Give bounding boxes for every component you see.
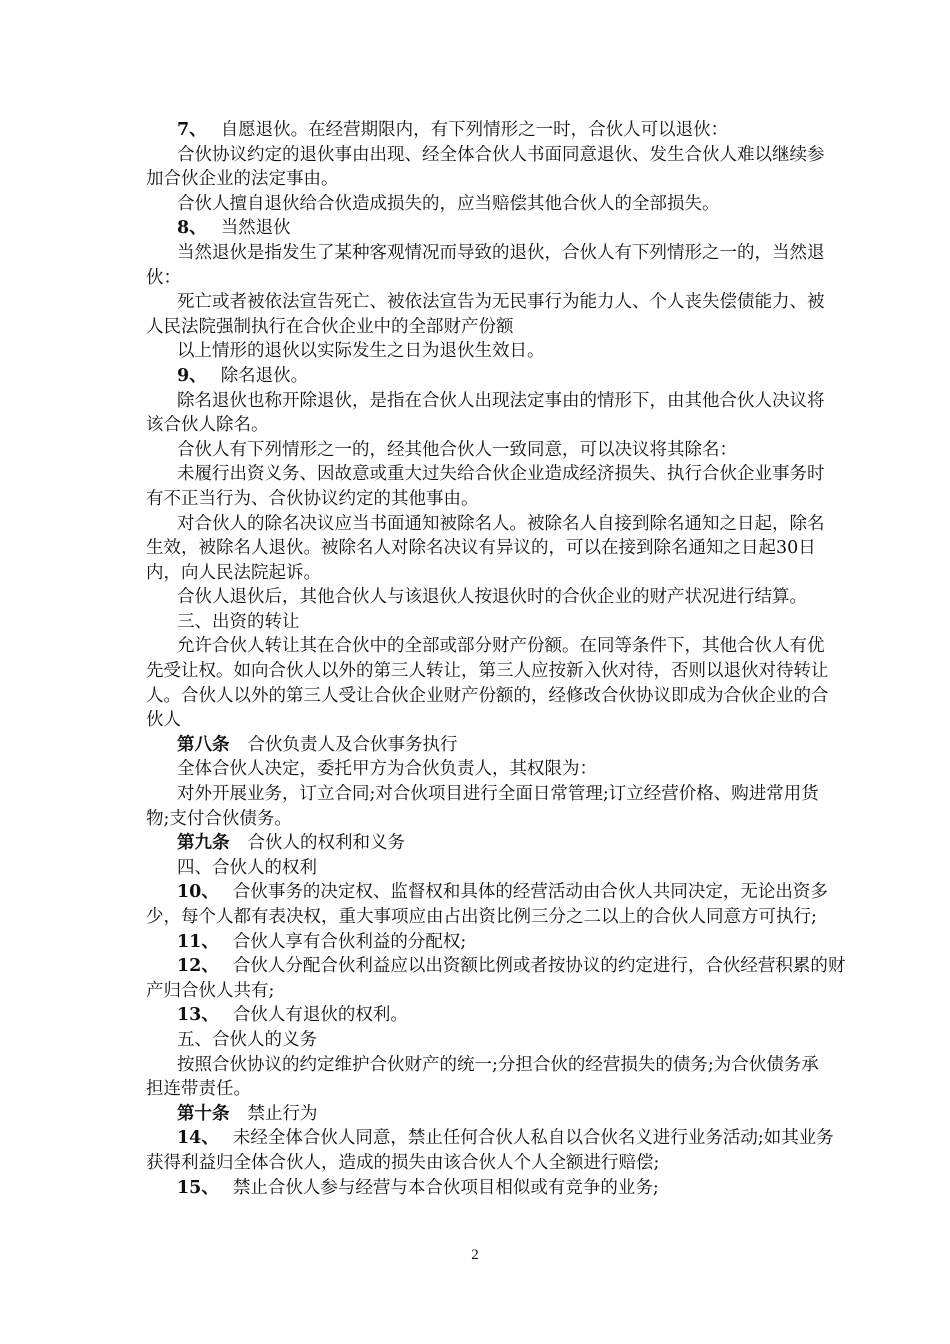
- article-heading: [146, 733, 810, 758]
- paragraph-line: 有不正当行为、合伙协议约定的其他事由。: [146, 488, 479, 509]
- item-number: 12、: [177, 956, 219, 977]
- item-number: 14、: [177, 1128, 219, 1149]
- paragraph-line: 以上情形的退伙以实际发生之日为退伙生效日。: [177, 341, 545, 362]
- paragraph-line: 加合伙企业的法定事由。: [146, 169, 339, 190]
- paragraph-line: 按照合伙协议的约定维护合伙财产的统一;分担合伙的经营损失的债务;为合伙债务承: [177, 1054, 819, 1075]
- numbered-item: [146, 216, 810, 241]
- paragraph-line: 对合伙人的除名决议应当书面通知被除名人。被除名人自接到除名通知之日起，除名: [177, 513, 825, 534]
- paragraph-line: 人民法院强制执行在合伙企业中的全部财产份额: [146, 316, 514, 337]
- paragraph-line: 担连带责任。: [146, 1079, 251, 1100]
- paragraph-line: 伙人: [146, 710, 181, 731]
- item-number: 13、: [177, 1005, 219, 1026]
- item-text: 除名退伙。: [220, 365, 309, 386]
- numbered-item: [146, 930, 810, 955]
- paragraph-line: 内，向人民法院起诉。: [146, 562, 321, 583]
- article-title: 禁止行为: [247, 1103, 318, 1124]
- paragraph-line: 未履行出资义务、因故意或重大过失给合伙企业造成经济损失、执行合伙企业事务时: [177, 464, 825, 485]
- paragraph-line: 五、合伙人的义务: [177, 1029, 317, 1050]
- paragraph-line: 合伙协议约定的退伙事由出现、经全体合伙人书面同意退伙、发生合伙人难以继续参: [177, 144, 825, 165]
- paragraph-line: 四、合伙人的权利: [177, 857, 317, 878]
- paragraph-line: 合伙人退伙后，其他合伙人与该退伙人按退伙时的合伙企业的财产状况进行结算。: [177, 587, 807, 608]
- article-number: 第十条: [177, 1103, 230, 1124]
- document-body: [146, 118, 846, 1200]
- item-text: 合伙人有退伙的权利。: [232, 1005, 408, 1026]
- paragraph-line: 全体合伙人决定，委托甲方为合伙负责人，其权限为：: [177, 759, 597, 780]
- paragraph-line: 三、出资的转让: [177, 611, 300, 632]
- item-number: 9、: [177, 365, 207, 386]
- numbered-item: [146, 880, 828, 905]
- item-number: 15、: [177, 1177, 219, 1198]
- paragraph-line: 伙：: [146, 267, 181, 288]
- article-number: 第八条: [177, 734, 230, 755]
- paragraph-line: 对外开展业务，订立合同;对合伙项目进行全面日常管理;订立经营价格、购进常用货: [177, 784, 819, 805]
- item-continuation: 少，每个人都有表决权，重大事项应由占出资比例三分之二以上的合伙人同意方可执行;: [146, 907, 817, 927]
- numbered-item: [146, 1126, 834, 1151]
- item-number: 10、: [177, 882, 219, 903]
- item-continuation: 获得利益归全体合伙人，造成的损失由该合伙人个人全额进行赔偿;: [146, 1152, 660, 1173]
- item-number: 7、: [177, 120, 207, 140]
- item-text: 当然退伙: [220, 218, 291, 239]
- item-number: 11、: [177, 931, 219, 952]
- page-number: 2: [471, 1247, 479, 1263]
- numbered-item: [146, 1003, 810, 1028]
- item-text: 禁止合伙人参与经营与本合伙项目相似或有竞争的业务;: [232, 1177, 659, 1198]
- article-title: 合伙人的权利和义务: [247, 833, 405, 854]
- article-heading: [146, 1102, 810, 1127]
- paragraph-line: 允许合伙人转让其在合伙中的全部或部分财产份额。在同等条件下，其他合伙人有优: [177, 636, 825, 657]
- paragraph-line: 物;支付合伙债务。: [146, 808, 292, 829]
- paragraph-line: 该合伙人除名。: [146, 415, 269, 436]
- article-title: 合伙负责人及合伙事务执行: [247, 734, 458, 755]
- item-text: 自愿退伙。在经营期限内，有下列情形之一时，合伙人可以退伙：: [220, 120, 729, 140]
- paragraph-line: 死亡或者被依法宣告死亡、被依法宣告为无民事行为能力人、个人丧失偿债能力、被: [177, 292, 825, 313]
- item-number: 8、: [177, 218, 207, 239]
- paragraph-line: 合伙人有下列情形之一的，经其他合伙人一致同意，可以决议将其除名：: [177, 439, 737, 460]
- numbered-item: [146, 954, 846, 979]
- paragraph-line: 除名退伙也称开除退伙，是指在合伙人出现法定事由的情形下，由其他合伙人决议将: [177, 390, 825, 411]
- numbered-item: [146, 118, 810, 143]
- item-text: 合伙事务的决定权、监督权和具体的经营活动由合伙人共同决定，无论出资多: [232, 882, 828, 903]
- item-text: 合伙人享有合伙利益的分配权;: [232, 931, 467, 952]
- article-heading: [146, 831, 810, 856]
- item-text: 未经全体合伙人同意，禁止任何合伙人私自以合伙名义进行业务活动;如其业务: [232, 1128, 834, 1149]
- numbered-item: [146, 364, 810, 389]
- paragraph-line: 合伙人擅自退伙给合伙造成损失的，应当赔偿其他合伙人的全部损失。: [177, 193, 720, 214]
- paragraph-line: 先受让权。如向合伙人以外的第三人转让，第三人应按新入伙对待，否则以退伙对待转让: [146, 661, 829, 682]
- numbered-item: [146, 1176, 810, 1201]
- item-continuation: 产归合伙人共有;: [146, 980, 275, 1001]
- paragraph-line: 生效，被除名人退伙。被除名人对除名决议有异议的，可以在接到除名通知之日起30日: [146, 538, 816, 559]
- article-number: 第九条: [177, 833, 230, 854]
- item-text: 合伙人分配合伙利益应以出资额比例或者按协议的约定进行，合伙经营积累的财: [232, 956, 846, 977]
- paragraph-line: 人。合伙人以外的第三人受让合伙企业财产份额的，经修改合伙协议即成为合伙企业的合: [146, 685, 829, 706]
- paragraph-line: 当然退伙是指发生了某种客观情况而导致的退伙，合伙人有下列情形之一的，当然退: [177, 242, 825, 263]
